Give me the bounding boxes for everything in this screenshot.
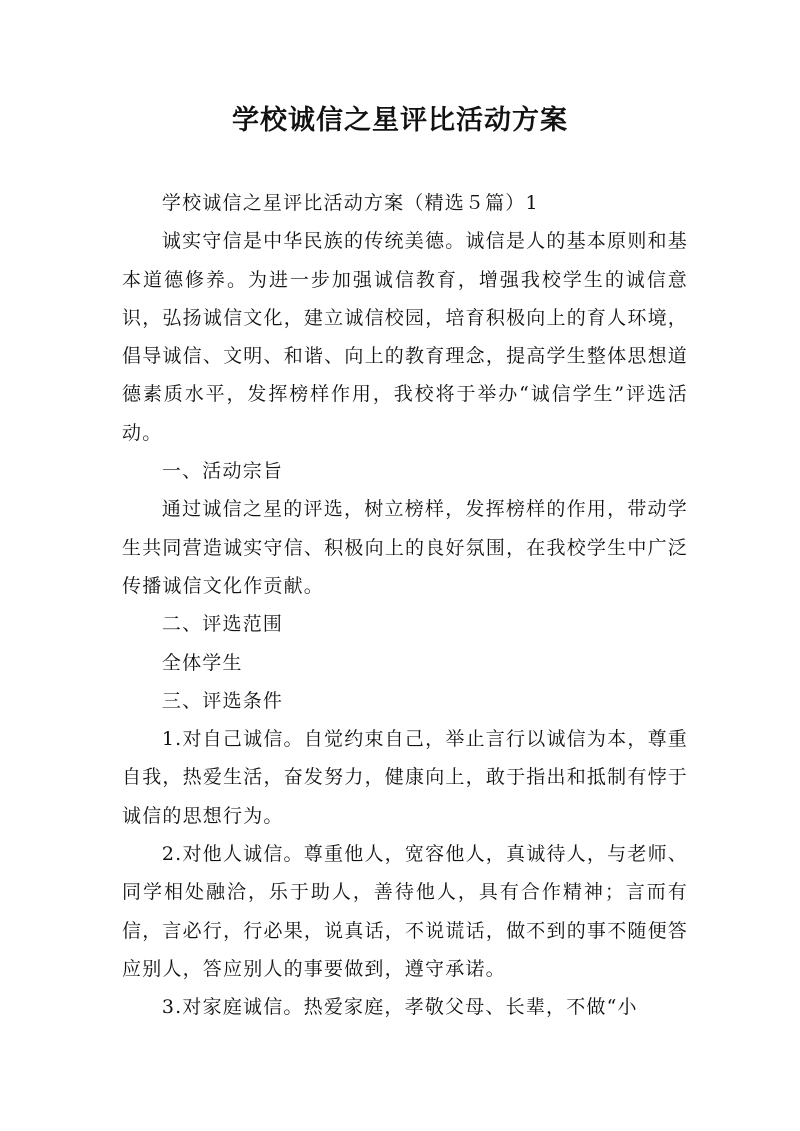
- paragraph-purpose: 通过诚信之星的评选，树立榜样，发挥榜样的作用，带动学生共同营造诚实守信、积极向上的良好氛围，在我校学生中广泛传播诚信文化作贡献。: [122, 498, 688, 597]
- section-heading-scope: 二、评选范围: [161, 613, 284, 636]
- criteria-item-self: 1.对自己诚信。自觉约束自己，举止言行以诚信为本，尊重自我，热爱生活，奋发努力，健康向上，敢于指出和抵制有悖于诚信的思想行为。: [122, 728, 688, 827]
- criteria-item-family: 3.对家庭诚信。热爱家庭，孝敬父母、长辈，不做“小: [161, 996, 638, 1019]
- document-body: [122, 184, 688, 1027]
- paragraph-intro: 诚实守信是中华民族的传统美德。诚信是人的基本原则和基本道德修养。为进一步加强诚信教育，增强我校学生的诚信意识，弘扬诚信文化，建立诚信校园，培育积极向上的育人环境，倡导诚信、文明、和谐、向上的教育理念，提高学生整体思想道德素质水平，发挥榜样作用，我校将于举办“诚信学生”评选活动。: [122, 230, 688, 444]
- criteria-item-others: 2.对他人诚信。尊重他人，宽容他人，真诚待人，与老师、同学相处融洽，乐于助人，善待他人，具有合作精神；言而有信，言必行，行必果，说真话，不说谎话，做不到的事不随便答应别人，答应别人的事要做到，遵守承诺。: [122, 843, 688, 980]
- section-heading-purpose: 一、活动宗旨: [161, 460, 284, 483]
- paragraph-scope: 全体学生: [161, 651, 243, 674]
- section-heading-criteria: 三、评选条件: [161, 689, 284, 712]
- document-title: 学校诚信之星评比活动方案: [232, 105, 568, 136]
- paragraph-subtitle: 学校诚信之星评比活动方案（精选５篇）1: [161, 192, 539, 214]
